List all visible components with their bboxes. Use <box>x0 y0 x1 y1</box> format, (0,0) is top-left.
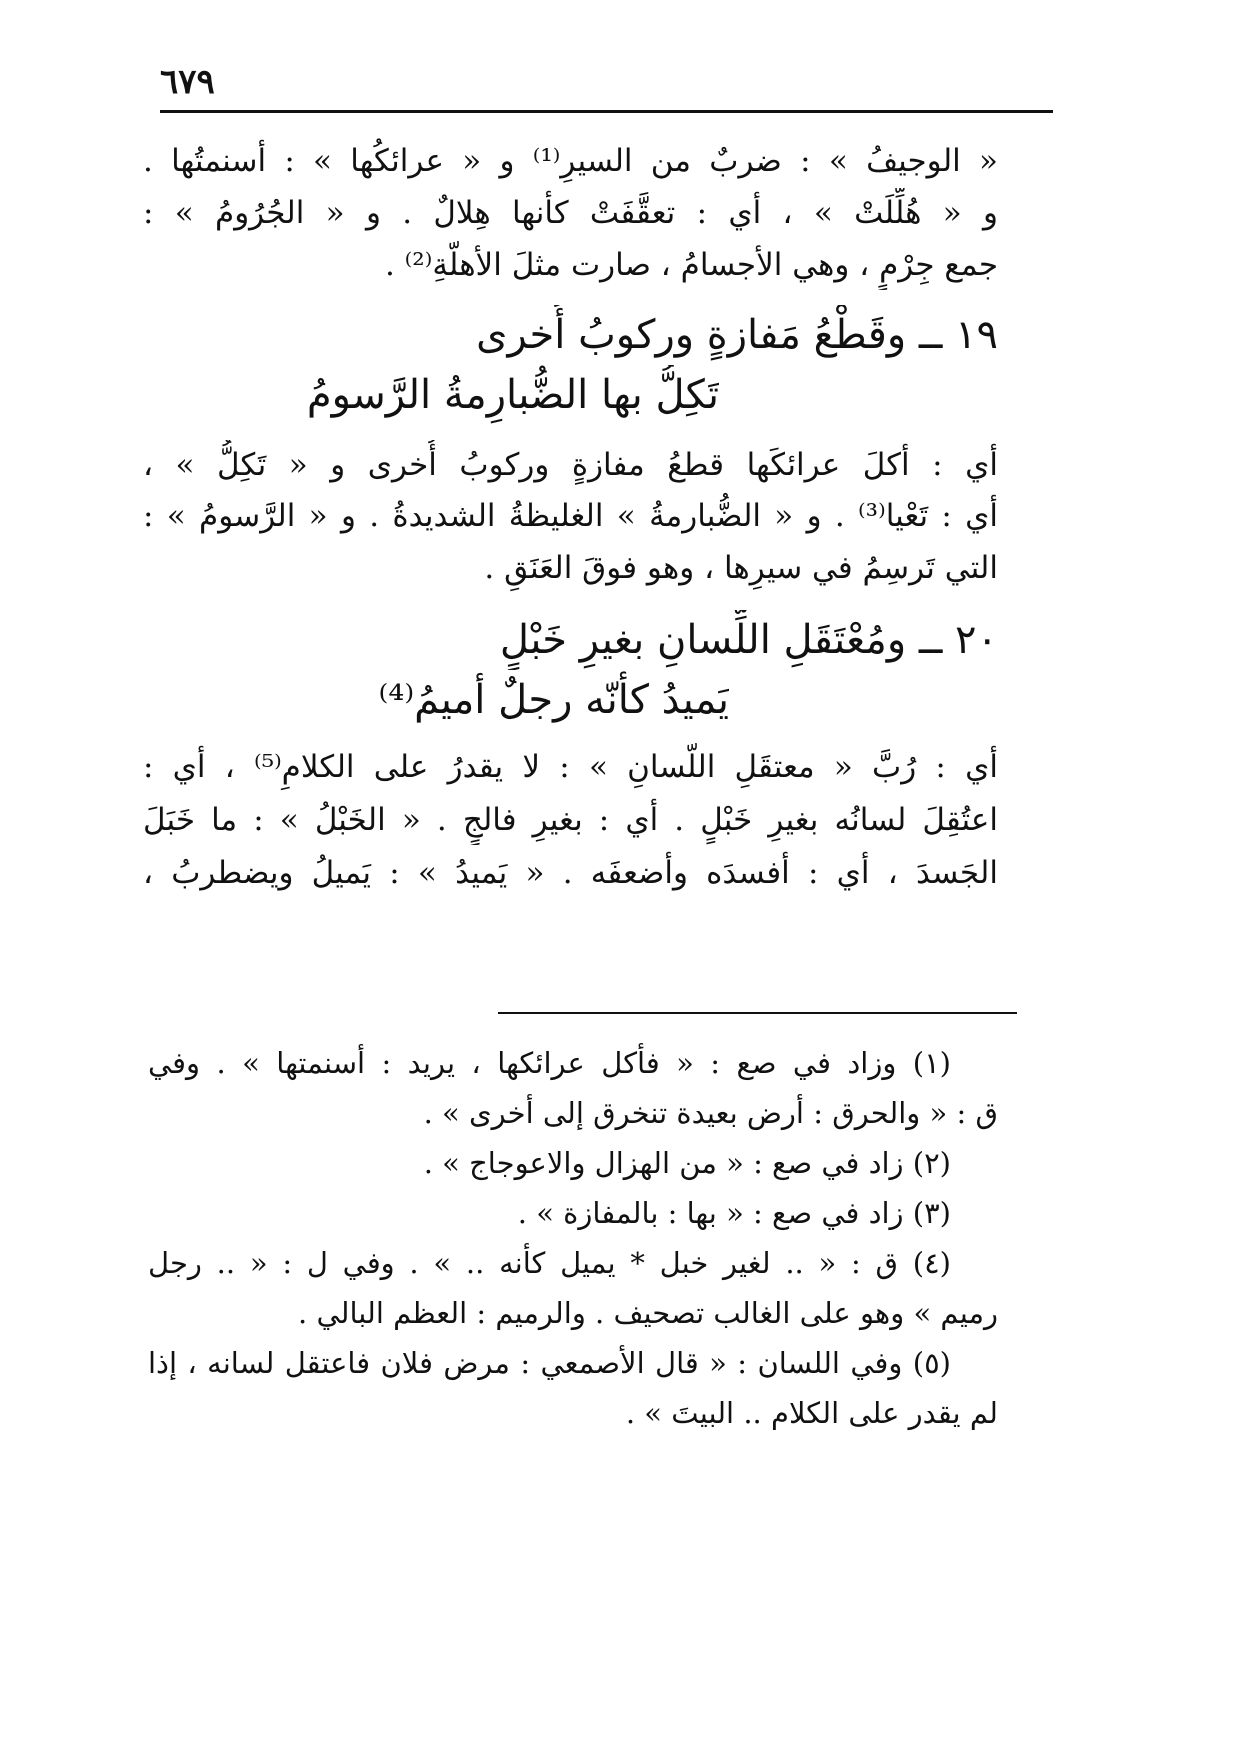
body-line: أي : تَعْيا⁽³⁾ . و « الضُّبارمةُ » الغليظةُ الشديدةُ . و « الرَّسومُ » : <box>143 498 998 534</box>
footnote-1-continued: ق : « والحرق : أرض بعيدة تنخرق إلى أخرى » . <box>423 1096 998 1130</box>
footnote-5-continued: لم يقدر على الكلام .. البيتَ » . <box>625 1396 998 1430</box>
body-line: التي تَرسِمُ في سيرِها ، وهو فوقَ العَنَقِ . <box>484 550 998 586</box>
body-line: جمع جِرْمٍ ، وهي الأجسامُ ، صارت مثلَ الأهلّةِ⁽²⁾ . <box>384 247 998 283</box>
footnote-3: (٣) زاد في صع : « بها : بالمفازة » . <box>517 1196 951 1230</box>
verse-19-second-hemistich: تَكِلُّ بها الضُّبارِمةُ الرَّسومُ <box>306 372 719 418</box>
body-line: « الوجيفُ » : ضربٌ من السيرِ⁽¹⁾ و « عرائكُها » : أسنمتُها . <box>143 143 998 179</box>
body-line: و « هُلِّلَتْ » ، أي : تعقَّفَتْ كأنها هِلالٌ . و « الجُرُومُ » : <box>143 195 998 231</box>
footnote-1: (١) وزاد في صع : « فأكل عرائكها ، يريد : أسنمتها » . وفي <box>148 1046 951 1080</box>
body-line: اعتُقِلَ لسانُه بغيرِ خَبْلٍ . أي : بغيرِ فالجٍ . « الخَبْلُ » : ما خَبَلَ <box>143 802 998 838</box>
body-line: الجَسدَ ، أي : أفسدَه وأضعفَه . « يَميدُ » : يَميلُ ويضطربُ ، <box>143 855 998 891</box>
footnote-separator <box>498 1012 1017 1014</box>
verse-19-first-hemistich: ١٩ ــ وقَطْعُ مَفازةٍ وركوبُ أُخرى <box>476 312 998 358</box>
footnote-2: (٢) زاد في صع : « من الهزال والاعوجاج » . <box>423 1146 951 1180</box>
verse-20-second-hemistich: يَميدُ كأنّه رجلٌ أميمُ⁽⁴⁾ <box>378 677 729 723</box>
footnote-4-continued: رميم » وهو على الغالب تصحيف . والرميم : العظم البالي . <box>298 1296 998 1330</box>
footnote-4: (٤) ق : « .. لغير خبل * يميل كأنه .. » . وفي ل : « .. رجل <box>148 1246 951 1280</box>
body-line: أي : أكلَ عرائكَها قطعُ مفازةٍ وركوبُ أُخرى و « تَكِلُّ » ، <box>143 447 998 483</box>
page-number: ٦٧٩ <box>160 62 215 102</box>
body-line: أي : رُبَّ « معتقَلِ اللّسانِ » : لا يقدرُ على الكلامِ⁽⁵⁾ ، أي : <box>143 749 998 785</box>
verse-20-first-hemistich: ٢٠ ــ ومُعْتَقَلِ اللِّسانِ بغيرِ خَبْلٍ <box>499 617 998 663</box>
footnote-5: (٥) وفي اللسان : « قال الأصمعي : مرض فلان فاعتقل لسانه ، إذا <box>148 1346 951 1380</box>
header-rule <box>160 110 1053 113</box>
